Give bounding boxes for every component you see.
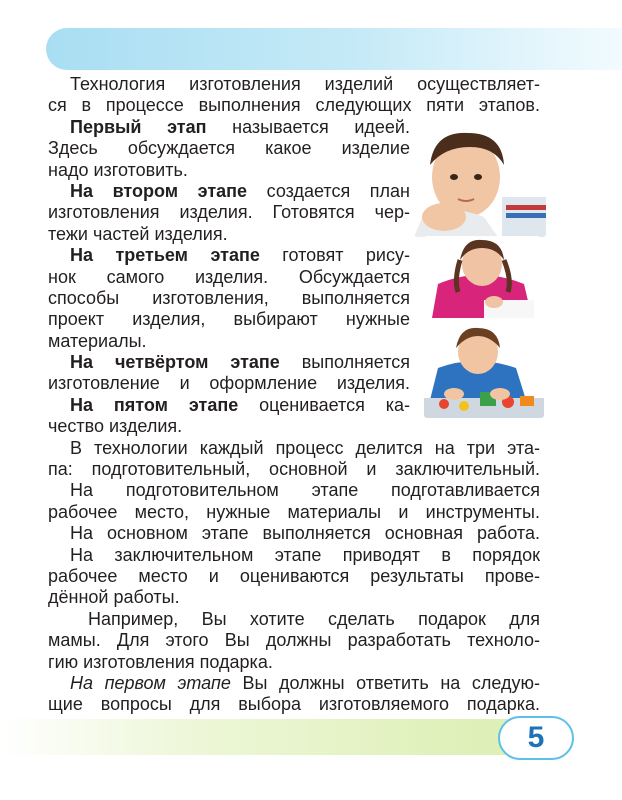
text-line: На подготовительном этапе подготавливается <box>70 480 540 501</box>
stage-three-line: На третьем этапе готовят рису- <box>70 245 410 266</box>
crafting-boy-photo <box>424 320 544 418</box>
text-line: чество изделия. <box>48 416 183 437</box>
text-line: щие вопросы для выбора изготовляемого подарка. <box>48 694 540 715</box>
stage-five-heading: На пятом этапе <box>70 394 239 415</box>
stage-four-heading: На четвёртом этапе <box>70 352 280 373</box>
stage-two-line: На втором этапе создается план <box>70 180 410 201</box>
text-line: На основном этапе выполняется основная работа. <box>70 523 540 544</box>
header-band <box>46 28 622 70</box>
thinking-boy-photo <box>414 125 546 237</box>
text-line: проект изделия, выбирают нужные <box>48 309 410 330</box>
text-line: мамы. Для этого Вы должны разработать техноло- <box>48 630 540 651</box>
text-line: рабочее место и оцениваются результаты прове- <box>48 565 540 586</box>
text-line: гию изготовления подарка. <box>48 651 273 672</box>
text-line: па: подготовительный, основной и заключительный. <box>48 459 540 480</box>
drawing-girl-photo <box>424 236 540 318</box>
text-line: тежи частей изделия. <box>48 223 228 244</box>
stage-four-line: На четвёртом этапе выполняется <box>70 352 410 373</box>
stage-one-heading: Первый этап <box>70 116 207 137</box>
text-line: изготовление и оформление изделия. <box>48 373 410 394</box>
text-line: изготовления изделия. Готовятся чер- <box>48 202 410 223</box>
stage-five-line: На пятом этапе оценивается ка- <box>70 394 410 415</box>
text-line: На заключительном этапе приводят в порядок <box>70 544 540 565</box>
page-number: 5 <box>527 721 545 754</box>
text-line: В технологии каждый процесс делится на три эта- <box>70 437 540 458</box>
text-line: Здесь обсуждается какое изделие <box>48 138 410 159</box>
text-line: дённой работы. <box>48 587 180 608</box>
text-line: Технология изготовления изделий осуществляет- <box>70 74 540 94</box>
stage-three-heading: На третьем этапе <box>70 245 260 266</box>
italic-stage-reference: На первом этапе <box>70 672 231 693</box>
text-line: Например, Вы хотите сделать подарок для <box>88 608 540 629</box>
text-line: На первом этапе Вы должны ответить на следую- <box>70 672 541 693</box>
stage-one-line: Первый этап называется идеей. <box>70 116 410 137</box>
text-line: надо изготовить. <box>48 159 188 180</box>
text-line: ся в процессе выполнения следующих пяти этапов. <box>48 95 540 116</box>
text-line: нок самого изделия. Обсуждается <box>48 266 410 287</box>
text-line: рабочее место, нужные материалы и инструменты. <box>48 501 540 522</box>
page-number-badge <box>498 716 574 760</box>
text-line: материалы. <box>48 330 147 351</box>
text-line: способы изготовления, выполняется <box>48 287 410 308</box>
stage-two-heading: На втором этапе <box>70 180 248 201</box>
footer-band <box>0 719 520 755</box>
